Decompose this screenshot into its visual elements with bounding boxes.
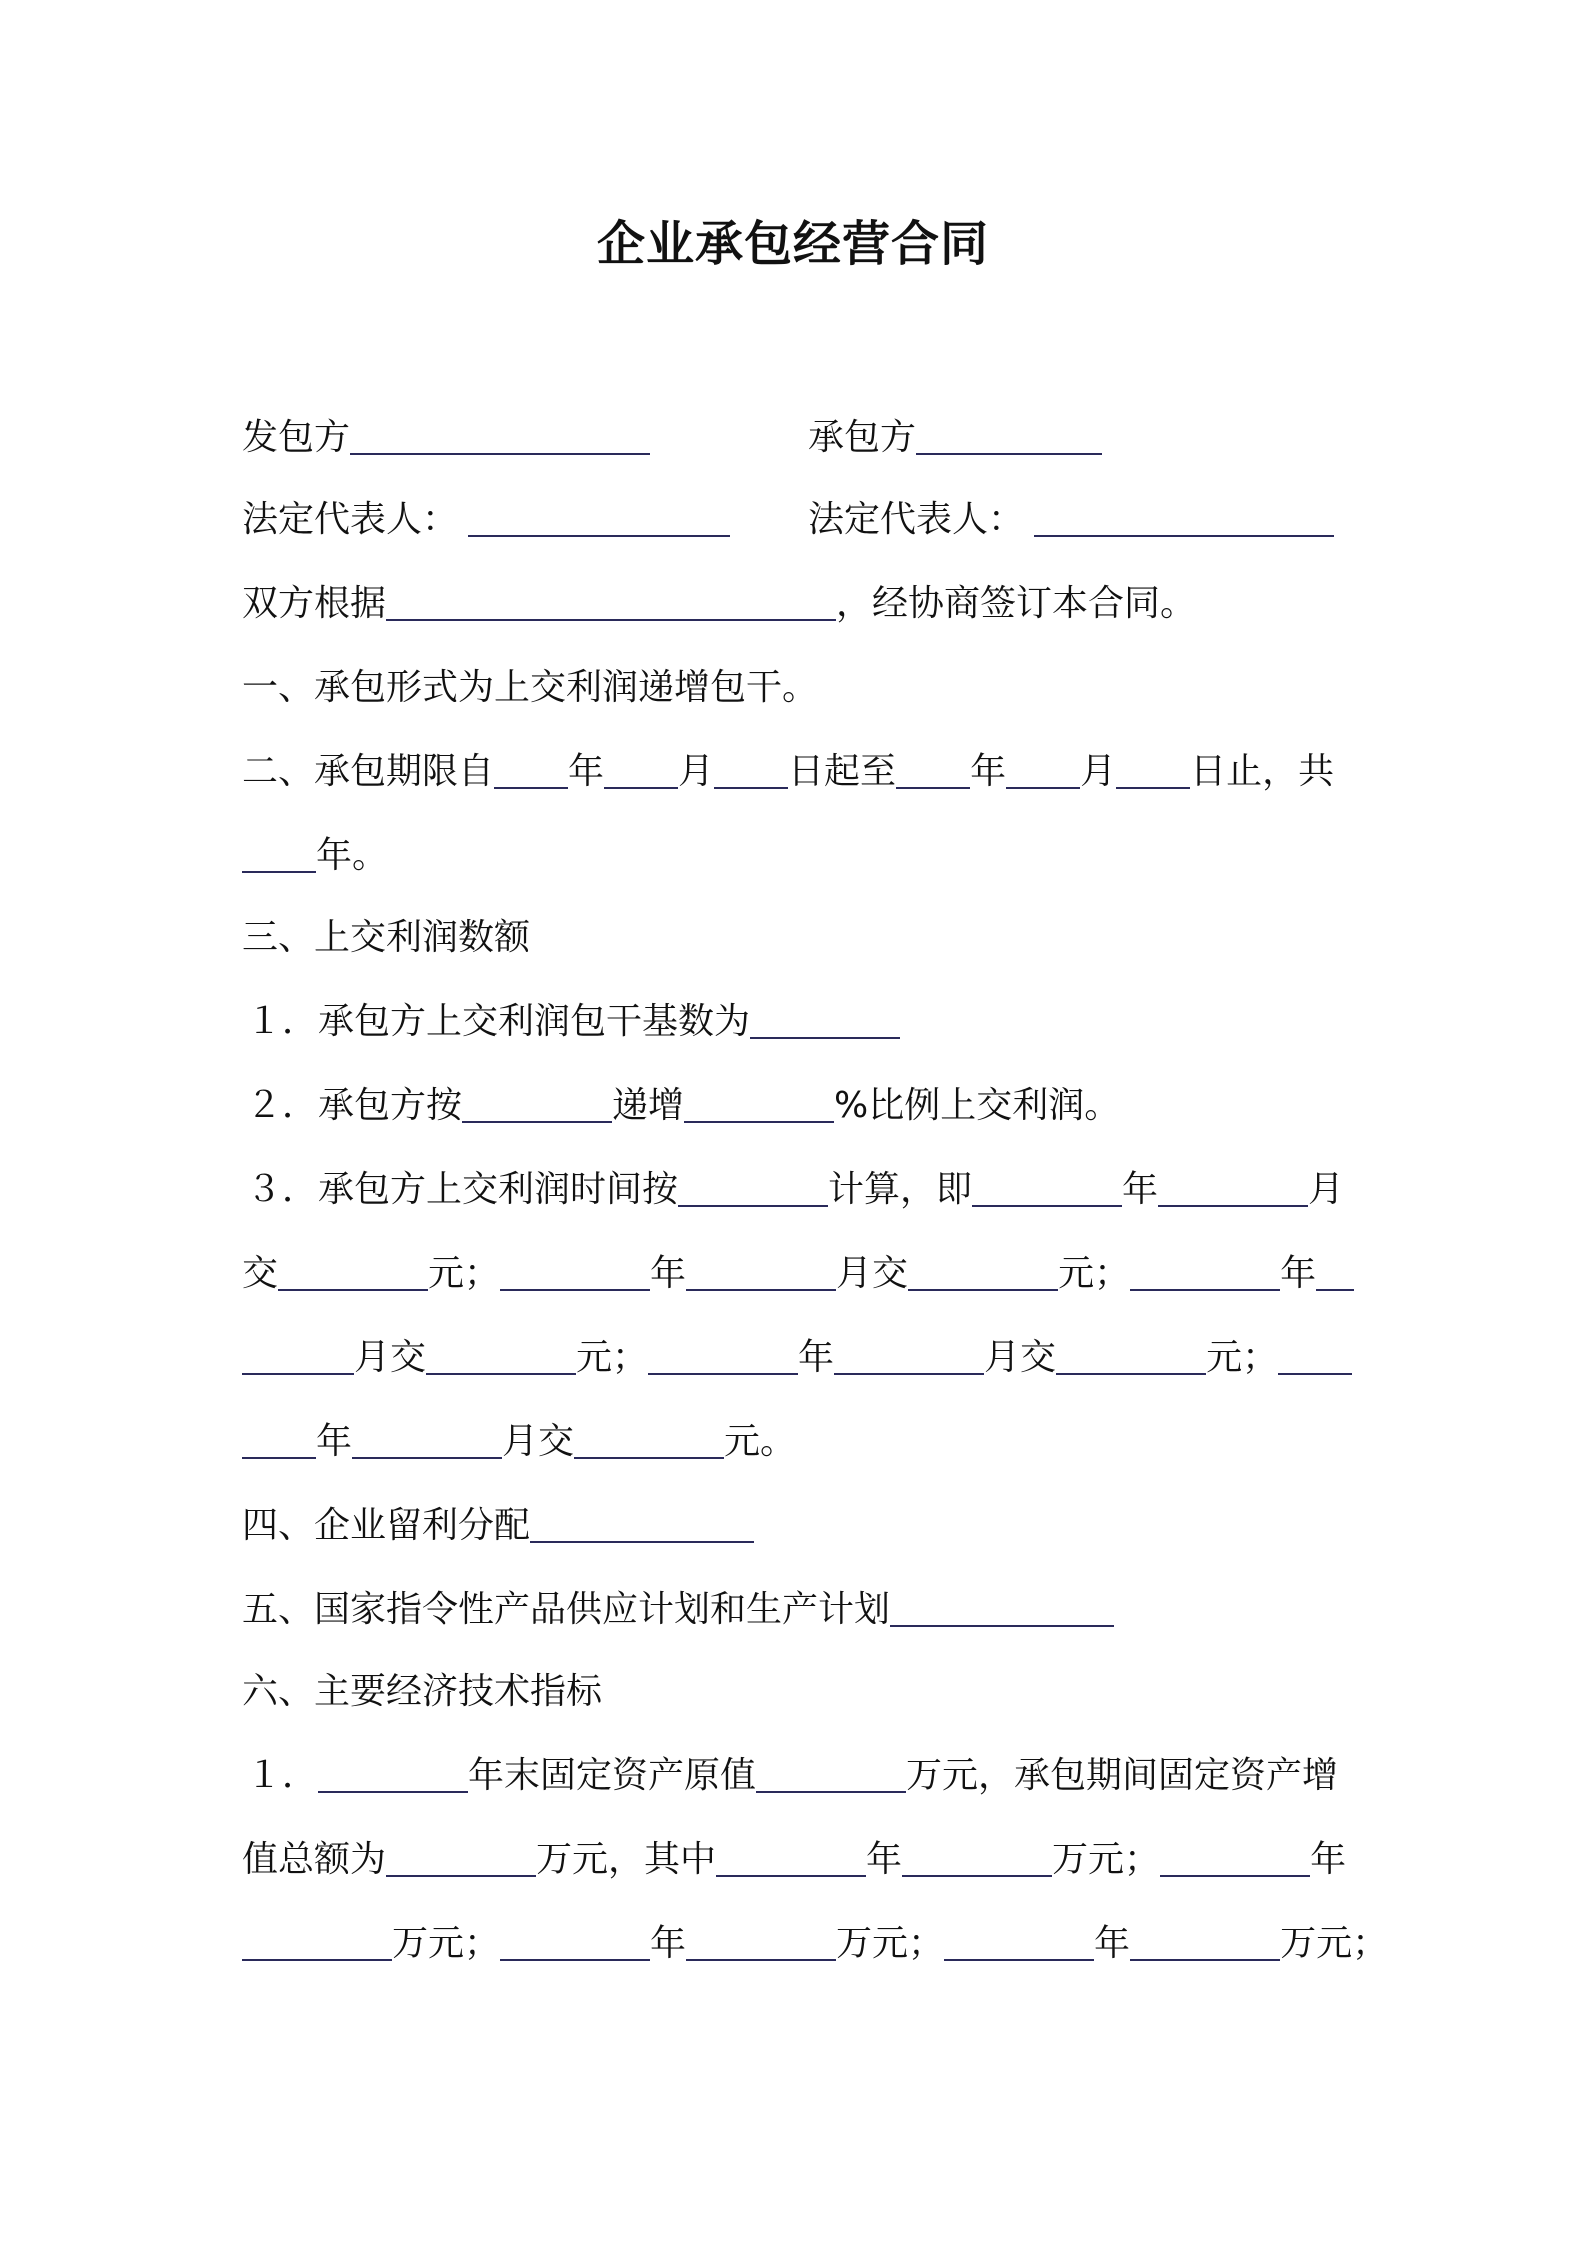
year-label: 年: [1310, 1839, 1347, 1880]
state-plan-blank[interactable]: [890, 1585, 1114, 1627]
total-increase-blank[interactable]: [386, 1835, 536, 1877]
year-label: 年: [970, 751, 1007, 792]
yuan-label: 元；: [1206, 1337, 1279, 1378]
amount-blank[interactable]: [1056, 1333, 1206, 1375]
year-label: 年: [568, 751, 605, 792]
wan-yuan-label: 万元；: [836, 1923, 945, 1964]
asset-increase-label: 万元，承包期间固定资产增: [906, 1755, 1339, 1796]
years-suffix: 年。: [316, 835, 389, 876]
clause-3-3-cont-3: [242, 1416, 1362, 1468]
end-day-blank[interactable]: [1116, 747, 1190, 789]
basis-suffix: ，经协商签订本合同。: [836, 583, 1197, 624]
start-year-blank[interactable]: [494, 747, 568, 789]
year-blank[interactable]: [648, 1333, 798, 1375]
month-blank[interactable]: [834, 1333, 984, 1375]
yuan-label: 元。: [724, 1421, 797, 1462]
amount-blank[interactable]: [686, 1919, 836, 1961]
until-label: 日起至: [788, 751, 897, 792]
line-basis: [242, 578, 1362, 630]
yuan-label: 元；: [428, 1253, 501, 1294]
state-plan-label: 五、国家指令性产品供应计划和生产计划: [242, 1589, 891, 1630]
month-blank[interactable]: [352, 1417, 502, 1459]
clause-3-2: [242, 1080, 1366, 1132]
month-pay-label: 月交: [836, 1253, 909, 1294]
month-label: 月: [678, 751, 715, 792]
clause-2-cont: [242, 830, 1362, 882]
clause-3-1: [242, 996, 1366, 1048]
wan-yuan-label: 万元；: [1280, 1923, 1389, 1964]
amount-blank[interactable]: [426, 1333, 576, 1375]
month-pay-label: 月交: [502, 1421, 575, 1462]
year-blank[interactable]: [242, 1417, 316, 1459]
document-title: 企业承包经营合同: [596, 216, 989, 272]
retained-profit-label: 四、企业留利分配: [242, 1505, 531, 1546]
year-blank[interactable]: [318, 1751, 468, 1793]
increment-rate-blank[interactable]: [684, 1081, 834, 1123]
month-label: 月: [1308, 1169, 1345, 1210]
month-blank[interactable]: [242, 1333, 354, 1375]
fixed-asset-label: 年末固定资产原值: [468, 1755, 757, 1796]
clause-3-3-cont-1: [242, 1248, 1362, 1300]
end-year-blank[interactable]: [896, 747, 970, 789]
month-pay-label: 月交: [984, 1337, 1057, 1378]
among-label: 万元，其中: [536, 1839, 717, 1880]
clause-1: 一、承包形式为上交利润递增包干。: [242, 667, 819, 708]
item-number: １．: [246, 1755, 319, 1796]
year-blank[interactable]: [944, 1919, 1094, 1961]
month-pay-label: 月交: [354, 1337, 427, 1378]
total-label: 值总额为: [242, 1839, 387, 1880]
wan-yuan-label: 万元；: [392, 1923, 501, 1964]
amount-blank[interactable]: [902, 1835, 1052, 1877]
rep-b-label: 法定代表人：: [808, 499, 1025, 540]
basis-blank[interactable]: [386, 579, 836, 621]
year-blank[interactable]: [716, 1835, 866, 1877]
increment-basis-blank[interactable]: [462, 1081, 612, 1123]
amount-blank[interactable]: [908, 1249, 1058, 1291]
year-label: 年: [650, 1923, 687, 1964]
line-representatives: [242, 494, 1362, 546]
party-a-blank[interactable]: [350, 413, 650, 455]
amount-blank[interactable]: [278, 1249, 428, 1291]
rep-a-label: 法定代表人：: [242, 499, 459, 540]
year-blank[interactable]: [1278, 1333, 1352, 1375]
yuan-label: 元；: [576, 1337, 649, 1378]
rep-a-blank[interactable]: [468, 495, 730, 537]
calc-label: 计算，即: [828, 1169, 973, 1210]
rep-b-blank[interactable]: [1034, 495, 1334, 537]
clause-6-1-cont-1: [242, 1834, 1362, 1886]
retained-profit-blank[interactable]: [530, 1501, 754, 1543]
increment-word: 递增: [612, 1085, 685, 1126]
clause-5: [242, 1584, 1362, 1636]
pay-label: 交: [242, 1253, 279, 1294]
line-parties: [242, 412, 1362, 464]
year-blank[interactable]: [1130, 1249, 1280, 1291]
year-label: 年: [316, 1421, 353, 1462]
year-blank[interactable]: [500, 1249, 650, 1291]
party-b-label: 承包方: [808, 417, 917, 458]
year-label: 年: [866, 1839, 903, 1880]
asset-value-blank[interactable]: [756, 1751, 906, 1793]
payment-time-label: ３．承包方上交利润时间按: [246, 1169, 679, 1210]
month-blank[interactable]: [686, 1249, 836, 1291]
end-month-blank[interactable]: [1006, 747, 1080, 789]
percent-suffix: %比例上交利润。: [834, 1085, 1121, 1126]
year-blank[interactable]: [1160, 1835, 1310, 1877]
clause-6-1: [242, 1750, 1366, 1802]
clause-6-heading: 六、主要经济技术指标: [242, 1671, 603, 1712]
year-label: 年: [1094, 1923, 1131, 1964]
month-label: 月: [1080, 751, 1117, 792]
yuan-label: 元；: [1058, 1253, 1131, 1294]
clause-6-1-cont-2: [242, 1918, 1389, 1970]
amount-blank[interactable]: [1130, 1919, 1280, 1961]
base-amount-blank[interactable]: [750, 997, 900, 1039]
pay-year-blank[interactable]: [972, 1165, 1122, 1207]
month-blank[interactable]: [1316, 1249, 1354, 1291]
pay-month-blank[interactable]: [1158, 1165, 1308, 1207]
start-day-blank[interactable]: [714, 747, 788, 789]
amount-blank[interactable]: [574, 1417, 724, 1459]
basis-label: 双方根据: [242, 583, 387, 624]
payment-basis-blank[interactable]: [678, 1165, 828, 1207]
clause-3-3: [242, 1164, 1366, 1216]
clause-2-text: 二、承包期限自: [242, 751, 495, 792]
clause-3-3-cont-2: [242, 1332, 1362, 1384]
year-label: 年: [1122, 1169, 1159, 1210]
clause-3-heading: 三、上交利润数额: [242, 917, 531, 958]
wan-yuan-label: 万元；: [1052, 1839, 1161, 1880]
year-label: 年: [1280, 1253, 1317, 1294]
increment-label: ２．承包方按: [246, 1085, 463, 1126]
party-a-label: 发包方: [242, 417, 351, 458]
year-label: 年: [650, 1253, 687, 1294]
year-label: 年: [798, 1337, 835, 1378]
start-month-blank[interactable]: [604, 747, 678, 789]
base-amount-label: １．承包方上交利润包干基数为: [246, 1001, 751, 1042]
total-years-blank[interactable]: [242, 831, 316, 873]
amount-blank[interactable]: [242, 1919, 392, 1961]
end-label: 日止，共: [1190, 751, 1335, 792]
party-b-blank[interactable]: [916, 413, 1102, 455]
clause-4: [242, 1500, 1362, 1552]
clause-2: [242, 746, 1362, 798]
year-blank[interactable]: [500, 1919, 650, 1961]
